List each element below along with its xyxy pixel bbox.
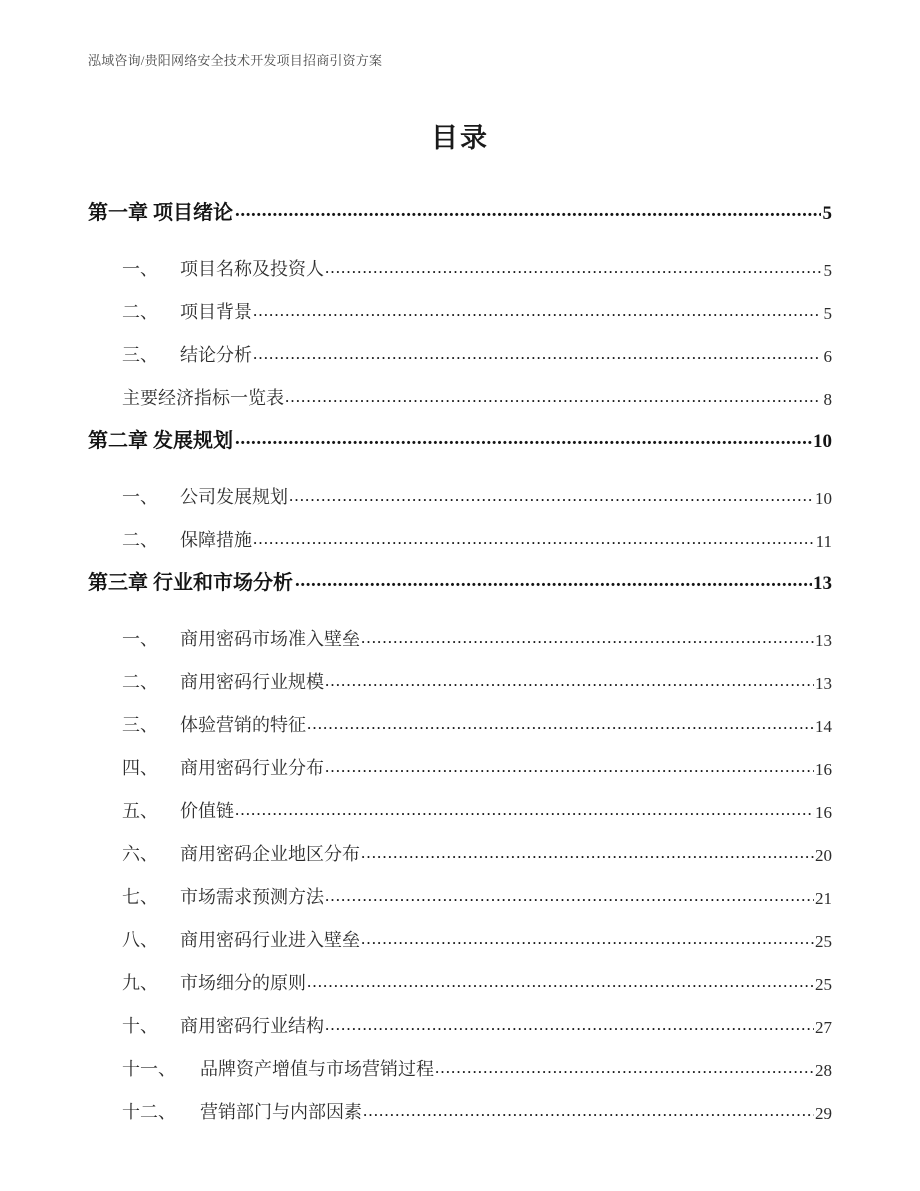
toc-entry-page: 21	[815, 889, 832, 908]
dotted-leader	[235, 201, 821, 221]
toc-entry-page: 27	[815, 1018, 832, 1037]
toc-entry-page: 10	[813, 431, 832, 452]
dotted-leader	[253, 345, 821, 363]
toc-entry-label: 市场需求预测方法	[180, 887, 324, 907]
toc-entry-label: 第一章 项目绪论	[88, 202, 233, 224]
toc-entry-page: 25	[815, 932, 832, 951]
toc-entry-page: 8	[823, 390, 832, 409]
toc-entry-label: 市场细分的原则	[180, 973, 306, 993]
toc-entry-label: 商用密码行业结构	[180, 1016, 324, 1036]
dotted-leader	[307, 715, 814, 733]
toc-section-row[interactable]	[88, 1081, 832, 1124]
toc-entry-page: 11	[815, 532, 832, 551]
toc-entry-number: 二、	[122, 672, 158, 692]
toc-section-row[interactable]	[88, 281, 832, 324]
dotted-leader	[361, 844, 814, 862]
toc-chapter-row[interactable]	[88, 182, 832, 225]
toc-entry-number: 四、	[122, 758, 158, 778]
toc-entry-label: 品牌资产增值与市场营销过程	[200, 1059, 434, 1079]
toc-entry-number: 二、	[122, 530, 158, 550]
dotted-leader	[235, 801, 814, 819]
dotted-leader	[289, 487, 814, 505]
toc-entry-number: 一、	[122, 487, 158, 507]
toc-entry-number: 一、	[122, 259, 158, 279]
toc-chapter-row[interactable]	[88, 552, 832, 595]
toc-section-row[interactable]	[88, 995, 832, 1038]
toc-entry-page: 16	[815, 803, 832, 822]
table-of-contents	[88, 182, 832, 1124]
toc-entry-page: 13	[813, 573, 832, 594]
toc-entry-page: 5	[823, 261, 832, 280]
toc-entry-number: 五、	[122, 801, 158, 821]
toc-entry-label: 商用密码行业分布	[180, 758, 324, 778]
toc-entry-label: 体验营销的特征	[180, 715, 306, 735]
toc-section-row[interactable]	[88, 509, 832, 552]
toc-entry-label: 营销部门与内部因素	[200, 1102, 362, 1122]
toc-entry-label: 项目名称及投资人	[180, 259, 324, 279]
toc-entry-number: 一、	[122, 629, 158, 649]
toc-entry-label: 商用密码市场准入壁垒	[180, 629, 360, 649]
toc-entry-page: 25	[815, 975, 832, 994]
toc-section-row[interactable]	[88, 952, 832, 995]
toc-entry-page: 16	[815, 760, 832, 779]
toc-entry-label: 公司发展规划	[180, 487, 288, 507]
toc-entry-number: 十、	[122, 1016, 158, 1036]
toc-entry-label: 结论分析	[180, 345, 252, 365]
toc-spacer	[88, 453, 832, 466]
dotted-leader	[325, 259, 821, 277]
toc-section-row[interactable]	[88, 608, 832, 651]
toc-entry-page: 20	[815, 846, 832, 865]
toc-section-row[interactable]	[88, 1038, 832, 1081]
toc-spacer	[88, 225, 832, 238]
toc-section-row[interactable]	[88, 909, 832, 952]
toc-entry-page: 29	[815, 1104, 832, 1123]
toc-entry-number: 三、	[122, 715, 158, 735]
toc-entry-label: 商用密码行业进入壁垒	[180, 930, 360, 950]
toc-section-row[interactable]	[88, 466, 832, 509]
toc-spacer	[88, 595, 832, 608]
dotted-leader	[435, 1059, 814, 1077]
dotted-leader	[325, 758, 814, 776]
toc-entry-number: 二、	[122, 302, 158, 322]
toc-entry-number: 三、	[122, 345, 158, 365]
toc-chapter-row[interactable]	[88, 410, 832, 453]
dotted-leader	[363, 1102, 814, 1120]
toc-section-row[interactable]	[88, 694, 832, 737]
toc-section-row[interactable]	[88, 823, 832, 866]
toc-section-row[interactable]	[88, 651, 832, 694]
toc-entry-label: 项目背景	[180, 302, 252, 322]
toc-entry-label: 商用密码企业地区分布	[180, 844, 360, 864]
toc-section-row[interactable]	[88, 866, 832, 909]
toc-section-row[interactable]	[88, 324, 832, 367]
toc-entry-label: 第二章 发展规划	[88, 430, 233, 452]
toc-entry-label: 第三章 行业和市场分析	[88, 572, 293, 594]
toc-section-row[interactable]	[88, 737, 832, 780]
dotted-leader	[235, 429, 812, 449]
dotted-leader	[285, 388, 821, 406]
toc-section-row[interactable]	[88, 780, 832, 823]
toc-entry-number: 七、	[122, 887, 158, 907]
dotted-leader	[295, 571, 812, 591]
dotted-leader	[361, 930, 814, 948]
toc-entry-page: 28	[815, 1061, 832, 1080]
toc-entry-page: 6	[823, 347, 832, 366]
dotted-leader	[253, 530, 815, 548]
dotted-leader	[325, 1016, 814, 1034]
dotted-leader	[361, 629, 814, 647]
page-title: 目录	[431, 123, 489, 153]
dotted-leader	[307, 973, 814, 991]
toc-entry-page: 13	[815, 631, 832, 650]
running-header: 泓域咨询/贵阳网络安全技术开发项目招商引资方案	[88, 53, 383, 68]
toc-section-row[interactable]	[88, 367, 832, 410]
toc-entry-page: 5	[822, 203, 832, 224]
toc-section-row[interactable]	[88, 238, 832, 281]
toc-entry-label: 商用密码行业规模	[180, 672, 324, 692]
toc-entry-page: 10	[815, 489, 832, 508]
toc-entry-label: 保障措施	[180, 530, 252, 550]
dotted-leader	[325, 887, 814, 905]
toc-entry-number: 八、	[122, 930, 158, 950]
toc-entry-label: 价值链	[180, 801, 234, 821]
dotted-leader	[253, 302, 821, 320]
toc-entry-label: 主要经济指标一览表	[122, 388, 284, 408]
toc-entry-number: 六、	[122, 844, 158, 864]
toc-entry-page: 14	[815, 717, 832, 736]
dotted-leader	[325, 672, 814, 690]
toc-entry-number: 九、	[122, 973, 158, 993]
toc-entry-page: 13	[815, 674, 832, 693]
toc-entry-number: 十二、	[122, 1102, 176, 1122]
toc-entry-number: 十一、	[122, 1059, 176, 1079]
toc-entry-page: 5	[823, 304, 832, 323]
